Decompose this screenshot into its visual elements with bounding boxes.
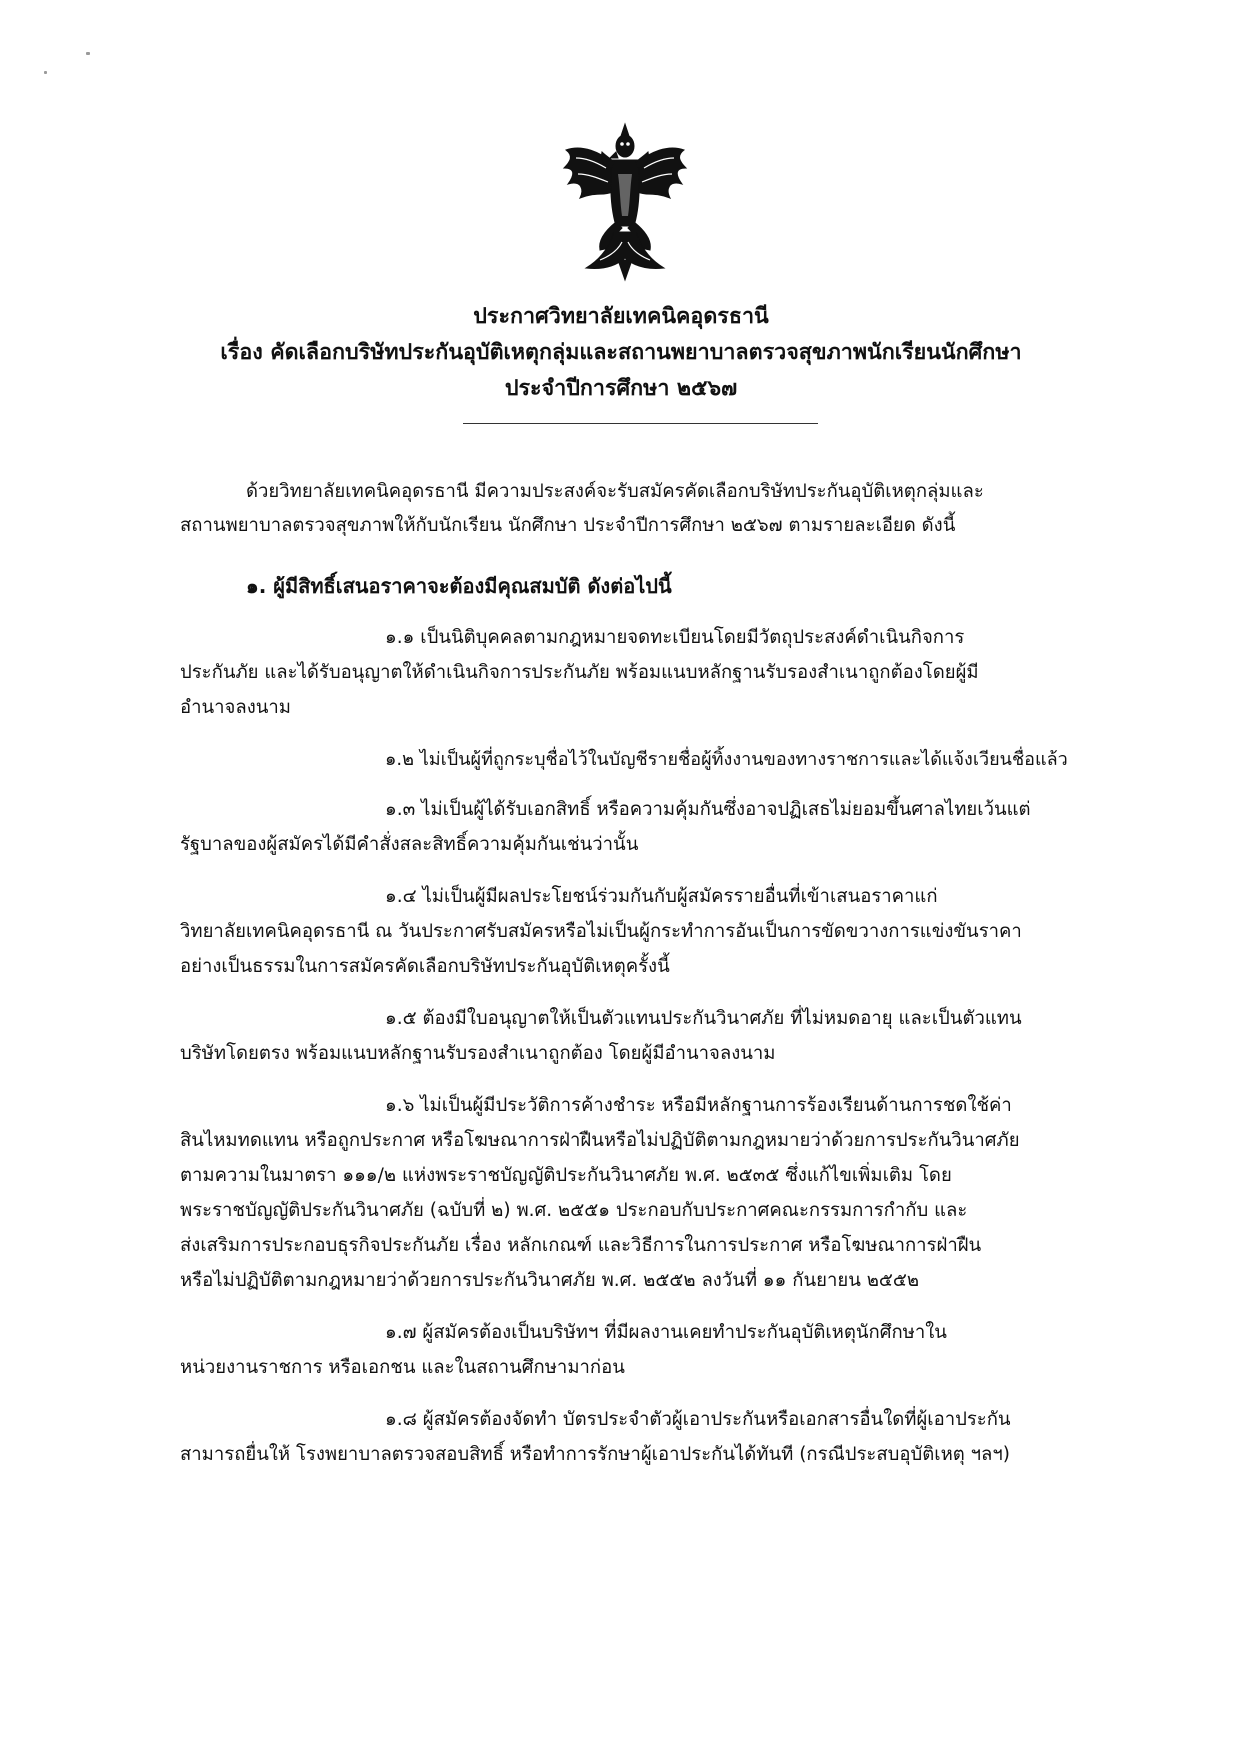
- item-1-4-line-2: วิทยาลัยเทคนิคอุดรธานี ณ วันประกาศรับสมัครหรือไม่เป็นผู้กระทำการอันเป็นการขัดขวางการแข่งขันราคา: [180, 921, 1022, 942]
- item-1-6-line-4: พระราชบัญญัติประกันวินาศภัย (ฉบับที่ ๒) พ.ศ. ๒๕๕๑ ประกอบกับประกาศคณะกรรมการกำกับ และ: [180, 1200, 968, 1221]
- item-1-6-line-1: ๑.๖ ไม่เป็นผู้มีประวัติการค้างชำระ หรือมีหลักฐานการร้องเรียนด้านการชดใช้ค่า: [385, 1095, 1012, 1116]
- item-1-5-line-2: บริษัทโดยตรง พร้อมแนบหลักฐานรับรองสำเนาถูกต้อง โดยผู้มีอำนาจลงนาม: [180, 1043, 776, 1064]
- garuda-emblem-icon: [560, 122, 690, 282]
- item-1-1-line-1: ๑.๑ เป็นนิติบุคคลตามกฎหมายจดทะเบียนโดยมีวัตถุประสงค์ดำเนินกิจการ: [385, 627, 965, 648]
- item-1-1-line-2: ประกันภัย และได้รับอนุญาตให้ดำเนินกิจการประกันภัย พร้อมแนบหลักฐานรับรองสำเนาถูกต้องโดยผู้มี: [180, 662, 979, 683]
- document-subject: เรื่อง คัดเลือกบริษัทประกันอุบัติเหตุกลุ่มและสถานพยาบาลตรวจสุขภาพนักเรียนนักศึกษา: [220, 340, 1022, 365]
- scan-speck: [86, 52, 90, 55]
- item-1-6-line-2: สินไหมทดแทน หรือถูกประกาศ หรือโฆษณาการฝ่าฝืนหรือไม่ปฏิบัติตามกฎหมายว่าด้วยการประกันวินาศภัย: [180, 1130, 1020, 1151]
- intro-line-1: ด้วยวิทยาลัยเทคนิคอุดรธานี มีความประสงค์จะรับสมัครคัดเลือกบริษัทประกันอุบัติเหตุกลุ่มและ: [246, 481, 984, 502]
- item-1-7-line-1: ๑.๗ ผู้สมัครต้องเป็นบริษัทฯ ที่มีผลงานเคยทำประกันอุบัติเหตุนักศึกษาใน: [385, 1322, 947, 1343]
- item-1-5-line-1: ๑.๕ ต้องมีใบอนุญาตให้เป็นตัวแทนประกันวินาศภัย ที่ไม่หมดอายุ และเป็นตัวแทน: [385, 1008, 1022, 1029]
- title-divider: [463, 423, 818, 424]
- item-1-1-line-3: อำนาจลงนาม: [180, 697, 291, 718]
- item-1-4-line-1: ๑.๔ ไม่เป็นผู้มีผลประโยชน์ร่วมกันกับผู้สมัครรายอื่นที่เข้าเสนอราคาแก่: [385, 886, 938, 907]
- item-1-4-line-3: อย่างเป็นธรรมในการสมัครคัดเลือกบริษัทประกันอุบัติเหตุครั้งนี้: [180, 956, 670, 977]
- item-1-6-line-5: ส่งเสริมการประกอบธุรกิจประกันภัย เรื่อง หลักเกณฑ์ และวิธีการในการประกาศ หรือโฆษณาการฝ่าฝืน: [180, 1235, 982, 1256]
- section-heading: ๑. ผู้มีสิทธิ์เสนอราคาจะต้องมีคุณสมบัติ ดังต่อไปนี้: [246, 574, 672, 598]
- document-title: ประกาศวิทยาลัยเทคนิคอุดรธานี: [473, 304, 769, 329]
- item-1-8-line-2: สามารถยื่นให้ โรงพยาบาลตรวจสอบสิทธิ์ หรือทำการรักษาผู้เอาประกันได้ทันที (กรณีประสบอุบัติเหตุ ฯลฯ): [180, 1444, 1010, 1465]
- intro-line-2: สถานพยาบาลตรวจสุขภาพให้กับนักเรียน นักศึกษา ประจำปีการศึกษา ๒๕๖๗ ตามรายละเอียด ดังนี้: [180, 515, 956, 536]
- item-1-3-line-1: ๑.๓ ไม่เป็นผู้ได้รับเอกสิทธิ์ หรือความคุ้มกันซึ่งอาจปฏิเสธไม่ยอมขึ้นศาลไทยเว้นแต่: [385, 799, 1031, 820]
- item-1-6-line-3: ตามความในมาตรา ๑๑๑/๒ แห่งพระราชบัญญัติประกันวินาศภัย พ.ศ. ๒๕๓๕ ซึ่งแก้ไขเพิ่มเติม โดย: [180, 1165, 952, 1186]
- item-1-2-line-1: ๑.๒ ไม่เป็นผู้ที่ถูกระบุชื่อไว้ในบัญชีรายชื่อผู้ทิ้งงานของทางราชการและได้แจ้งเวียนชื่อแล้ว: [385, 749, 1068, 770]
- scan-speck: [44, 71, 47, 74]
- item-1-3-line-2: รัฐบาลของผู้สมัครได้มีคำสั่งสละสิทธิ์ความคุ้มกันเช่นว่านั้น: [180, 834, 639, 855]
- academic-year: ประจำปีการศึกษา ๒๕๖๗: [504, 376, 738, 401]
- item-1-6-line-6: หรือไม่ปฏิบัติตามกฎหมายว่าด้วยการประกันวินาศภัย พ.ศ. ๒๕๕๒ ลงวันที่ ๑๑ กันยายน ๒๕๕๒: [180, 1270, 920, 1291]
- item-1-7-line-2: หน่วยงานราชการ หรือเอกชน และในสถานศึกษามาก่อน: [180, 1357, 625, 1378]
- item-1-8-line-1: ๑.๘ ผู้สมัครต้องจัดทำ บัตรประจำตัวผู้เอาประกันหรือเอกสารอื่นใดที่ผู้เอาประกัน: [385, 1409, 1011, 1430]
